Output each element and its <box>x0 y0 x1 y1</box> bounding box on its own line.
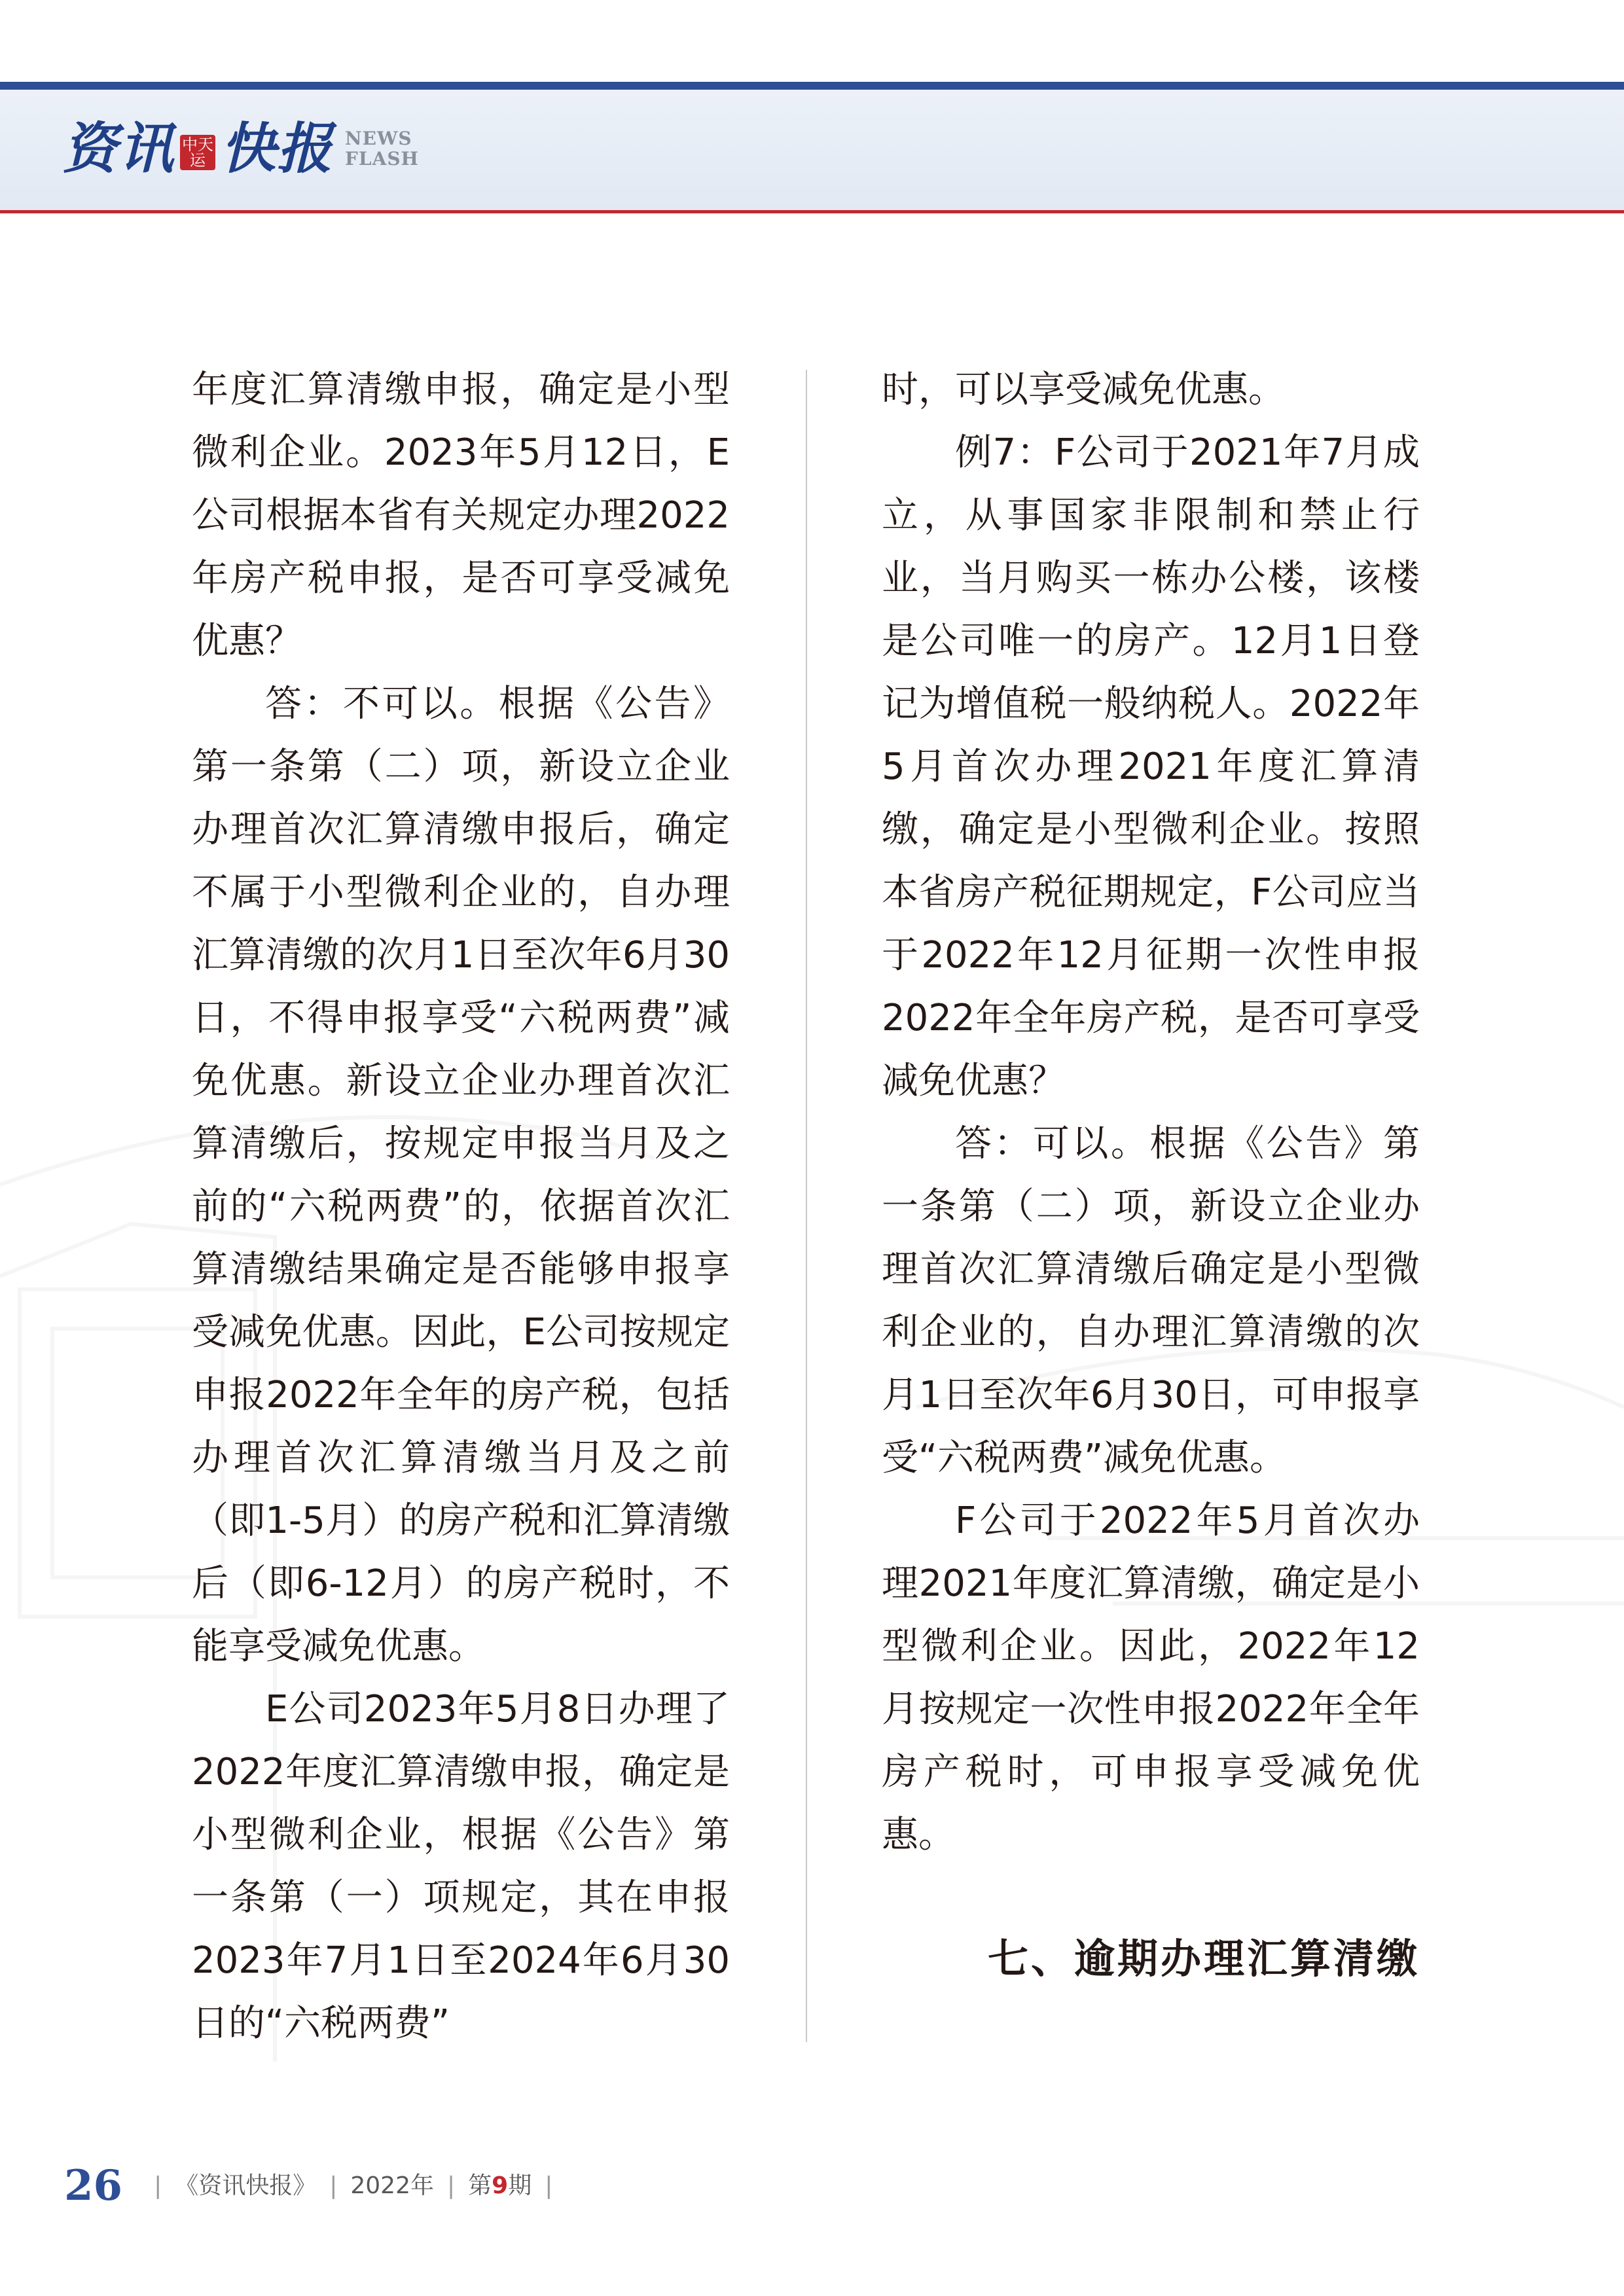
article-left-column <box>192 359 730 2055</box>
paragraph: 例7：F公司于2021年7月成立，从事国家非限制和禁止行业，当月购买一栋办公楼，该楼是公司唯一的房产。12月1日登记为增值税一般纳税人。2022年5月首次办理2021年度汇算清缴，确定是小型微利企业。按照本省房产税征期规定，F公司应当于2022年12月征期一次性申报2022年全年房产税，是否可享受减免优惠？ <box>882 431 1420 1102</box>
page-footer <box>64 2160 566 2212</box>
footer-separator: | <box>545 2172 553 2199</box>
footer-separator: | <box>329 2172 338 2199</box>
publication-name: 《资讯快报》 <box>175 2172 317 2199</box>
publication-year: 2022年 <box>350 2172 434 2199</box>
masthead-en-line1: NEWS <box>345 128 412 149</box>
issue-prefix: 第 <box>468 2172 492 2199</box>
masthead-english <box>345 128 419 169</box>
masthead-title-part2: 快报 <box>221 116 334 181</box>
page-number: 26 <box>64 2161 123 2210</box>
masthead <box>62 113 419 185</box>
paragraph: F公司于2022年5月首次办理2021年度汇算清缴，确定是小型微利企业。因此，2022年12月按规定一次性申报2022年全年房产税时，可申报享受减免优惠。 <box>882 1499 1420 1856</box>
paragraph: 年度汇算清缴申报，确定是小型微利企业。2023年5月12日，E公司根据本省有关规定办理2022年房产税申报，是否可享受减免优惠？ <box>192 368 730 662</box>
issue-number: 9 <box>492 2172 509 2199</box>
section-heading: 七、逾期办理汇算清缴 <box>987 1935 1420 1982</box>
paragraph: 答：可以。根据《公告》第一条第（二）项，新设立企业办理首次汇算清缴后确定是小型微利企业的，自办理汇算清缴的次月1日至次年6月30日，可申报享受“六税两费”减免优惠。 <box>882 1122 1420 1479</box>
paragraph: E公司2023年5月8日办理了2022年度汇算清缴申报，确定是小型微利企业，根据《公告》第一条第（一）项规定，其在申报2023年7月1日至2024年6月30日的“六税两费” <box>192 1688 730 2045</box>
footer-separator: | <box>154 2172 162 2199</box>
masthead-title-part1: 资讯 <box>62 116 175 181</box>
article-right-column <box>882 359 1420 1867</box>
column-divider <box>806 370 807 2042</box>
masthead-en-line2: FLASH <box>345 148 419 170</box>
issue-suffix: 期 <box>508 2172 532 2199</box>
issue-label <box>468 2174 532 2198</box>
footer-separator: | <box>446 2172 456 2199</box>
seal-icon: 中天运 <box>180 135 215 170</box>
paragraph: 答：不可以。根据《公告》第一条第（二）项，新设立企业办理首次汇算清缴申报后，确定不属于小型微利企业的，自办理汇算清缴的次月1日至次年6月30日，不得申报享受“六税两费”减免优惠。新设立企业办理首次汇算清缴后，按规定申报当月及之前的“六税两费”的，依据首次汇算清缴结果确定是否能够申报享受减免优惠。因此，E公司按规定申报2022年全年的房产税，包括办理首次汇算清缴当月及之前（即1-5月）的房产税和汇算清缴后（即6-12月）的房产税时，不能享受减免优惠。 <box>192 683 730 1668</box>
top-blue-band <box>0 82 1624 90</box>
header-red-line <box>0 210 1624 213</box>
paragraph: 时，可以享受减免优惠。 <box>882 368 1285 411</box>
